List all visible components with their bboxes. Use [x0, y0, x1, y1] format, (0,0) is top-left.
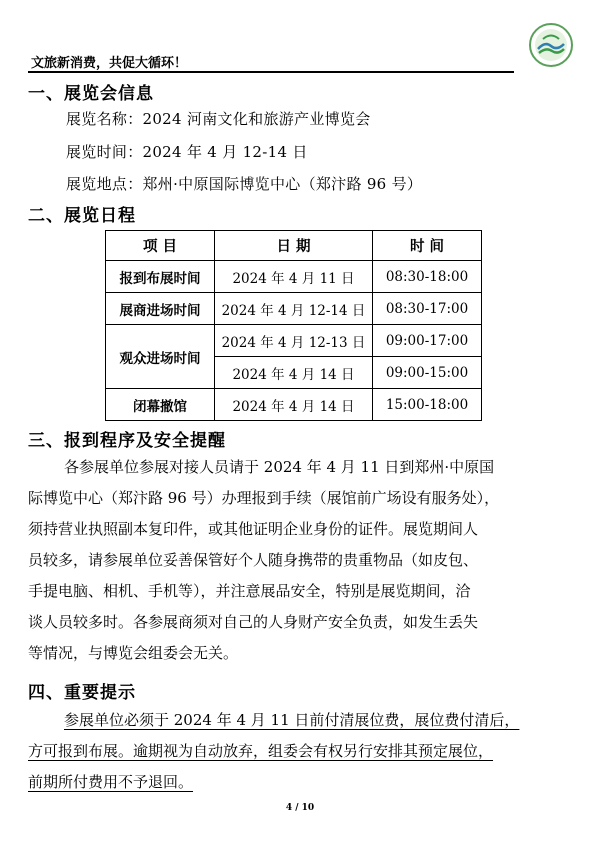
section-2-heading: 二、展览日程	[28, 206, 136, 226]
section-4-heading: 四、重要提示	[28, 683, 136, 703]
row-time: 09:00-17:00	[373, 325, 482, 357]
row-date: 2024 年 4 月 12-14 日	[215, 293, 373, 325]
expo-name: 展览名称：2024 河南文化和旅游产业博览会	[66, 110, 371, 128]
row-item: 闭幕撤馆	[106, 389, 215, 421]
paragraph-line: 手提电脑、相机、手机等），并注意展品安全，特别是展览期间，洽	[28, 582, 471, 600]
header-slogan: 文旅新消费，共促大循环！	[31, 56, 188, 71]
col-header-time: 时 间	[373, 231, 482, 261]
schedule-table	[105, 230, 482, 421]
paragraph-line: 际博览中心（郑汴路 96 号）办理报到手续（展馆前广场设有服务处），	[28, 489, 500, 507]
row-item: 报到布展时间	[106, 261, 215, 293]
paragraph-line: 各参展单位参展对接人员请于 2024 年 4 月 11 日到郑州·中原国	[64, 458, 495, 476]
page-number: 4 / 10	[285, 803, 315, 813]
row-item: 展商进场时间	[106, 293, 215, 325]
paragraph-line: 等情况，与博览会组委会无关。	[28, 644, 239, 662]
row-time: 08:30-18:00	[373, 261, 482, 293]
row-item: 观众进场时间	[106, 325, 215, 389]
section-4-paragraph	[28, 705, 574, 798]
row-date: 2024 年 4 月 14 日	[215, 357, 373, 389]
row-time: 09:00-15:00	[373, 357, 482, 389]
row-time: 08:30-17:00	[373, 293, 482, 325]
table-row	[106, 293, 482, 325]
paragraph-line: 方可报到布展。逾期视为自动放弃，组委会有权另行安排其预定展位，	[28, 742, 494, 760]
table-row	[106, 325, 482, 357]
expo-logo-icon	[528, 22, 574, 68]
schedule-header-row	[106, 231, 482, 261]
paragraph-line: 员较多，请参展单位妥善保管好个人随身携带的贵重物品（如皮包、	[28, 551, 479, 569]
expo-time: 展览时间：2024 年 4 月 12-14 日	[66, 143, 308, 161]
section-3-heading: 三、报到程序及安全提醒	[28, 431, 226, 451]
section-3-paragraph	[28, 452, 574, 669]
row-date: 2024 年 4 月 14 日	[215, 389, 373, 421]
row-time: 15:00-18:00	[373, 389, 482, 421]
row-date: 2024 年 4 月 12-13 日	[215, 325, 373, 357]
row-date: 2024 年 4 月 11 日	[215, 261, 373, 293]
section-1-heading: 一、展览会信息	[28, 84, 154, 104]
paragraph-line: 谈人员较多时。各参展商须对自己的人身财产安全负责，如发生丢失	[28, 613, 479, 631]
col-header-item: 项 目	[106, 231, 215, 261]
col-header-date: 日 期	[215, 231, 373, 261]
paragraph-line: 参展单位必须于 2024 年 4 月 11 日前付清展位费，展位费付清后，	[64, 711, 520, 729]
table-row	[106, 389, 482, 421]
paragraph-line: 前期所付费用不予退回。	[28, 773, 194, 791]
table-row	[106, 261, 482, 293]
expo-place: 展览地点：郑州·中原国际博览中心（郑汴路 96 号）	[66, 175, 423, 193]
header-rule	[28, 71, 514, 73]
paragraph-line: 须持营业执照副本复印件，或其他证明企业身份的证件。展览期间人	[28, 520, 479, 538]
